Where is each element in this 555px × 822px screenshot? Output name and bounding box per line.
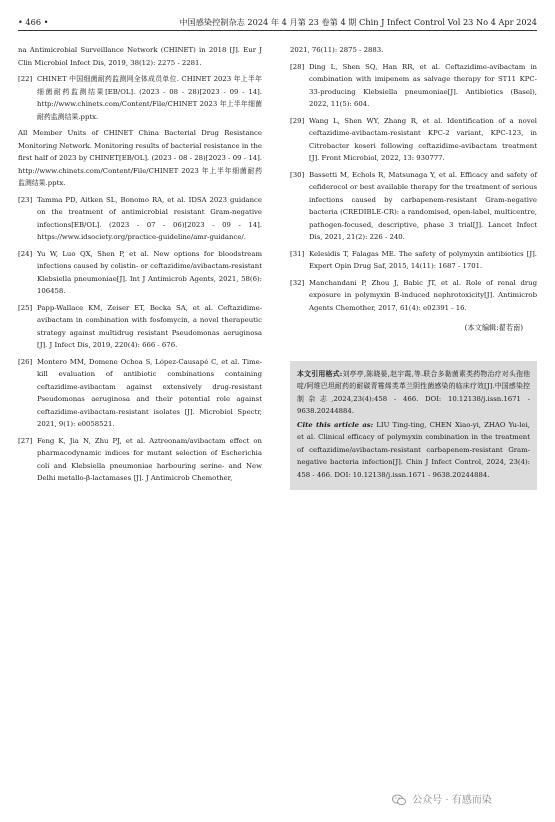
reference-text: Ding L, Shen SQ, Han RR, et al. Ceftazidime-avibactam in combination with imipenem as salvage therapy for ST11 KPC-33-producing Klebsiella pneumoniae[J]. Antibiotics (Basel), 2022, 11(5): 604.: [309, 62, 537, 108]
left-column: [18, 44, 262, 489]
reference-item: [290, 61, 537, 111]
reference-text: Yu W, Luo QX, Shen P, et al. New options for bloodstream infections caused by colistin- or ceftazidime/avibactam-resistant Klebsiella pneumoniae[J]. Int J Antimicrob Agents, 2021, 58(6): 106458.: [37, 249, 262, 295]
reference-text: Montero MM, Domene Ochoa S, López-Causapé C, et al. Time-kill evaluation of antibiotic combinations containing ceftazidime-avibactam against extensively drug-resistant Pseudomonas aeruginosa and their potential role against ceftazidime-avibactam-resistant isolates [J]. Microbiol Spectr, 2021, 9(1): e0058521.: [37, 357, 262, 428]
reference-number: [24]: [18, 249, 33, 258]
reference-number: [23]: [18, 195, 33, 204]
reference-item: [290, 115, 537, 165]
reference-text: CHINET 中国细菌耐药监测网全体成员单位. CHINET 2023 年上半年细菌耐药监测结果[EB/OL]. (2023 - 08 - 28)[2023 - 09 - 14]. http://www.chinets.com/Content/File/CHINET 2023 年上半年细菌耐药监测结果.pptx.: [37, 75, 262, 121]
right-column: [290, 44, 537, 490]
running-header: [18, 14, 537, 31]
citation-cn: [297, 368, 530, 418]
reference-number: [29]: [290, 116, 305, 125]
reference-item: [18, 73, 262, 123]
reference-item: [18, 356, 262, 431]
reference-item: [18, 435, 262, 485]
reference-text: Wang L, Shen WY, Zhang R, et al. Identification of a novel ceftazidime-avibactam-resistant KPC-2 variant, KPC-123, in Citrobacter koseri following ceftazidime-avibactam treatment [J]. Front Microbiol, 2022, 13: 930777.: [309, 116, 537, 162]
wechat-icon: [392, 794, 406, 806]
reference-text: Tamma PD, Aitken SL, Bonomo RA, et al. IDSA 2023 guidance on the treatment of antimicrobial resistant Gram-negative infections[EB/OL]. (2023 - 07 - 06)[2023 - 09 - 14]. https://www.idsociety.org/practice-guideline/amr-guidance/.: [37, 195, 262, 241]
reference-item: [290, 277, 537, 315]
reference-number: [30]: [290, 170, 305, 179]
reference-item: [18, 194, 262, 244]
reference-number: [27]: [18, 436, 33, 445]
citation-en-text: LIU Ting-ting, CHEN Xiao-yi, ZHAO Yu-lei, et al. Clinical efficacy of polymyxin combination in the treatment of ceftazidime/avibactam-resistant carbapenem-resistant Gram-negative bacteria infection[J]. Chin J Infect Control, 2024, 23(4): 458 - 466. DOI: 10.12138/j.issn.1671 - 9638.20244884.: [297, 420, 530, 479]
reference-number: [22]: [18, 75, 33, 83]
watermark-text: 公众号 · 有感而染: [412, 795, 492, 806]
reference-text: Manchandani P, Zhou J, Babic JT, et al. Role of renal drug exposure in polymyxin B-induced nephrotoxicity[J]. Antimicrob Agents Chemother, 2017, 61(4): e02391 - 16.: [309, 278, 537, 312]
reference-text: na Antimicrobial Surveillance Network (CHINET) in 2018 [J]. Eur J Clin Microbiol Infect Dis, 2019, 38(12): 2275 - 2281.: [18, 46, 262, 67]
citation-box: [290, 361, 537, 491]
watermark: [392, 792, 492, 810]
citation-en-label: Cite this article as:: [297, 420, 374, 429]
reference-number: [26]: [18, 357, 33, 366]
reference-item: [290, 169, 537, 244]
reference-item: [18, 248, 262, 298]
reference-continuation: [18, 127, 262, 190]
page-number: • 466 •: [18, 17, 49, 27]
reference-text: Papp-Wallace KM, Zeiser ET, Becka SA, et al. Ceftazidime-avibactam in combination with fosfomycin, a novel therapeutic strategy against multidrug resistant Pseudomonas aeruginosa [J]. J Infect Dis, 2019, 220(4): 666 - 676.: [37, 303, 262, 349]
reference-number: [25]: [18, 303, 33, 312]
journal-line: 中国感染控制杂志 2024 年 4 月第 23 卷第 4 期 Chin J Infect Control Vol 23 No 4 Apr 2024: [179, 17, 537, 27]
citation-cn-text: 刘亭亭,陈晓晏,赵宇霞,等.联合多黏菌素类药物治疗对头孢他啶/阿维巴坦耐药的耐碳青霉烯类革兰阴性菌感染的临床疗效[J].中国感染控制杂志,2024,23(4):458 - 466. DOI: 10.12138/j.issn.1671 - 9638.20244884.: [297, 369, 530, 415]
reference-text: Feng K, Jia N, Zhu PJ, et al. Aztreonam/avibactam effect on pharmacodynamic indices for mutant selection of Escherichia coli and Klebsiella pneumoniae harbouring serine- and New Delhi metallo-β-lactamases [J]. J Antimicrob Chemother,: [37, 436, 262, 482]
reference-number: [28]: [290, 62, 305, 71]
reference-continuation: 2021, 76(11): 2875 - 2883.: [290, 46, 384, 54]
reference-text: Kelesidis T, Falagas ME. The safety of polymyxin antibiotics [J]. Expert Opin Drug Saf, 2015, 14(11): 1687 - 1701.: [309, 249, 537, 270]
reference-continuation: [18, 44, 262, 69]
reference-item: [290, 248, 537, 273]
citation-cn-label: 本文引用格式:: [297, 369, 343, 378]
reference-item: [18, 302, 262, 352]
reference-text: Bassetti M, Echols R, Matsunaga Y, et al. Efficacy and safety of cefiderocol or best available therapy for the treatment of serious infections caused by carbapenem-resistant Gram-negative bacteria (CREDIBLE-CR): a randomised, open-label, multicentre, pathogen-focused, descriptive, phase 3 trial[J]. Lancet Infect Dis, 2021, 21(2): 226 - 240.: [309, 170, 537, 241]
reference-number: [32]: [290, 278, 305, 287]
citation-en: [297, 419, 530, 482]
reference-list: [290, 61, 537, 315]
reference-number: [31]: [290, 249, 305, 258]
reference-text: All Member Units of CHINET China Bacterial Drug Resistance Monitoring Network. Monitoring results of bacterial resistance in the first half of 2023 by CHINET[EB/OL]. (2023 - 08 - 28)[2023 - 09 - 14]. http://www.chinets.com/Content/File/CHINET 2023 年上半年细菌耐药监测结果.pptx.: [18, 129, 262, 187]
editor-note: (本文编辑:翟若南): [464, 323, 523, 332]
